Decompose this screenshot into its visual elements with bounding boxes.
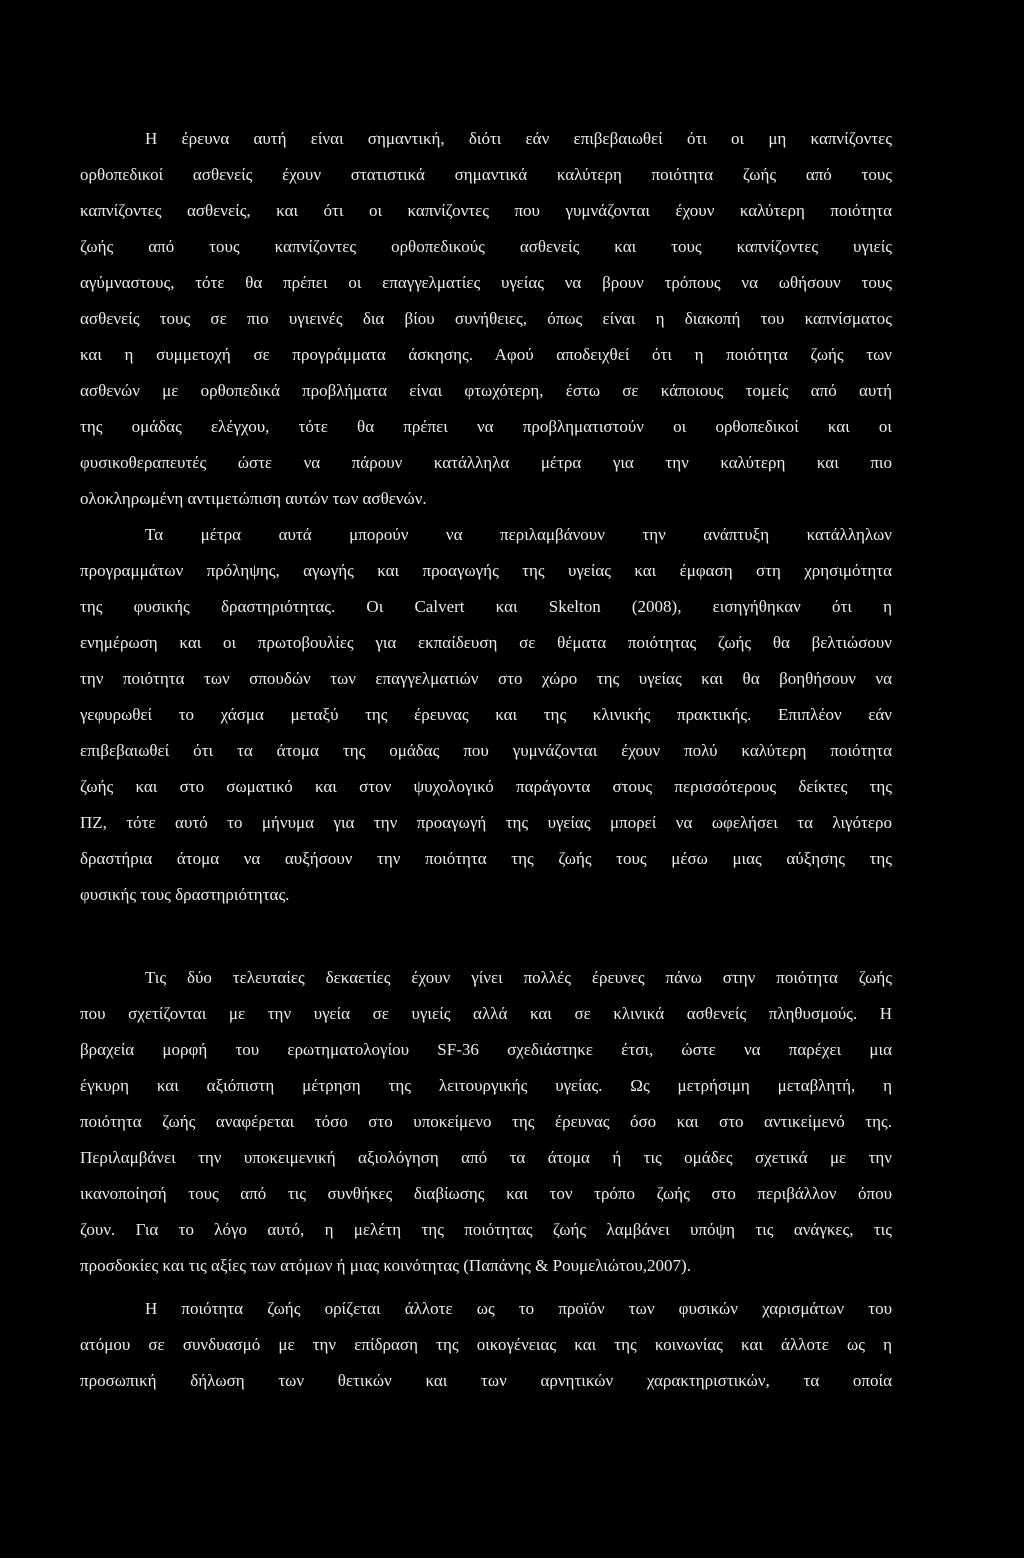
text-line: Τα μέτρα αυτά μπορούν να περιλαμβάνουν την ανάπτυξη κατάλληλων xyxy=(145,525,892,544)
text-line: ατόμου σε συνδυασμό με την επίδραση της οικογένειας και της κοινωνίας και άλλοτε ως η xyxy=(80,1335,892,1354)
text-line: έγκυρη και αξιόπιστη μέτρηση της λειτουργικής υγείας. Ως μετρήσιμη μεταβλητή, η xyxy=(80,1076,892,1095)
text-line: της φυσικής δραστηριότητας. Οι Calvert και Skelton (2008), εισηγήθηκαν ότι η xyxy=(80,597,892,616)
text-line: και η συμμετοχή σε προγράμματα άσκησης. Αφού αποδειχθεί ότι η ποιότητα ζωής των xyxy=(80,345,892,364)
text-line: γεφυρωθεί το χάσμα μεταξύ της έρευνας και της κλινικής πρακτικής. Επιπλέον εάν xyxy=(80,705,892,724)
text-line: την ποιότητα των σπουδών των επαγγελματιών στο χώρο της υγείας και θα βοηθήσουν να xyxy=(80,669,892,688)
text-line: προσωπική δήλωση των θετικών και των αρνητικών χαρακτηριστικών, τα οποία xyxy=(80,1371,892,1390)
text-line: αγύμναστους, τότε θα πρέπει οι επαγγελματίες υγείας να βρουν τρόπους να ωθήσουν τους xyxy=(80,273,892,292)
text-line: Η έρευνα αυτή είναι σημαντική, διότι εάν επιβεβαιωθεί ότι οι μη καπνίζοντες xyxy=(145,129,892,148)
text-line: της ομάδας ελέγχου, τότε θα πρέπει να προβληματιστούν οι ορθοπεδικοί και οι xyxy=(80,417,892,436)
text-line: ζωής και στο σωματικό και στον ψυχολογικό παράγοντα στους περισσότερους δείκτες της xyxy=(80,777,892,796)
text-line: επιβεβαιωθεί ότι τα άτομα της ομάδας που γυμνάζονται έχουν πολύ καλύτερη ποιότητα xyxy=(80,741,892,760)
text-line: προγραμμάτων πρόληψης, αγωγής και προαγωγής της υγείας και έμφαση στη χρησιμότητα xyxy=(80,561,892,580)
text-line: φυσικής τους δραστηριότητας. xyxy=(80,885,290,904)
text-line: ποιότητα ζωής αναφέρεται τόσο στο υποκείμενο της έρευνας όσο και στο αντικείμενό της. xyxy=(80,1112,892,1131)
text-line: Περιλαμβάνει την υποκειμενική αξιολόγηση από τα άτομα ή τις ομάδες σχετικά με την xyxy=(80,1148,892,1167)
text-line: φυσικοθεραπευτές ώστε να πάρουν κατάλληλα μέτρα για την καλύτερη και πιο xyxy=(80,453,892,472)
text-line: ΠΖ, τότε αυτό το μήνυμα για την προαγωγή της υγείας μπορεί να ωφελήσει τα λιγότερο xyxy=(80,813,892,832)
text-line: ζουν. Για το λόγο αυτό, η μελέτη της ποιότητας ζωής λαμβάνει υπόψη τις ανάγκες, τις xyxy=(80,1220,892,1239)
text-line: βραχεία μορφή του ερωτηματολογίου SF-36 σχεδιάστηκε έτσι, ώστε να παρέχει μια xyxy=(80,1040,892,1059)
text-line: ολοκληρωμένη αντιμετώπιση αυτών των ασθενών. xyxy=(80,489,427,508)
text-line: προσδοκίες και τις αξίες των ατόμων ή μιας κοινότητας (Παπάνης & Ρουμελιώτου,2007). xyxy=(80,1256,691,1275)
text-line: ορθοπεδικοί ασθενείς έχουν στατιστικά σημαντικά καλύτερη ποιότητα ζωής από τους xyxy=(80,165,892,184)
text-line: Η ποιότητα ζωής ορίζεται άλλοτε ως το προϊόν των φυσικών χαρισμάτων του xyxy=(145,1299,892,1318)
text-line: καπνίζοντες ασθενείς, και ότι οι καπνίζοντες που γυμνάζονται έχουν καλύτερη ποιότητα xyxy=(80,201,892,220)
text-line: δραστήρια άτομα να αυξήσουν την ποιότητα της ζωής τους μέσω μιας αύξησης της xyxy=(80,849,892,868)
text-line: Τις δύο τελευταίες δεκαετίες έχουν γίνει πολλές έρευνες πάνω στην ποιότητα ζωής xyxy=(145,968,892,987)
text-line: ασθενών με ορθοπεδικά προβλήματα είναι φτωχότερη, έστω σε κάποιους τομείς από αυτή xyxy=(80,381,892,400)
text-line: ενημέρωση και οι πρωτοβουλίες για εκπαίδευση σε θέματα ποιότητας ζωής θα βελτιώσουν xyxy=(80,633,892,652)
text-line: ικανοποίησή τους από τις συνθήκες διαβίωσης και τον τρόπο ζωής στο περιβάλλον όπου xyxy=(80,1184,892,1203)
text-line: που σχετίζονται με την υγεία σε υγιείς αλλά και σε κλινικά ασθενείς πληθυσμούς. Η xyxy=(80,1004,892,1023)
text-line: ζωής από τους καπνίζοντες ορθοπεδικούς ασθενείς και τους καπνίζοντες υγιείς xyxy=(80,237,892,256)
text-line: ασθενείς τους σε πιο υγιεινές δια βίου συνήθειες, όπως είναι η διακοπή του καπνίσματος xyxy=(80,309,892,328)
